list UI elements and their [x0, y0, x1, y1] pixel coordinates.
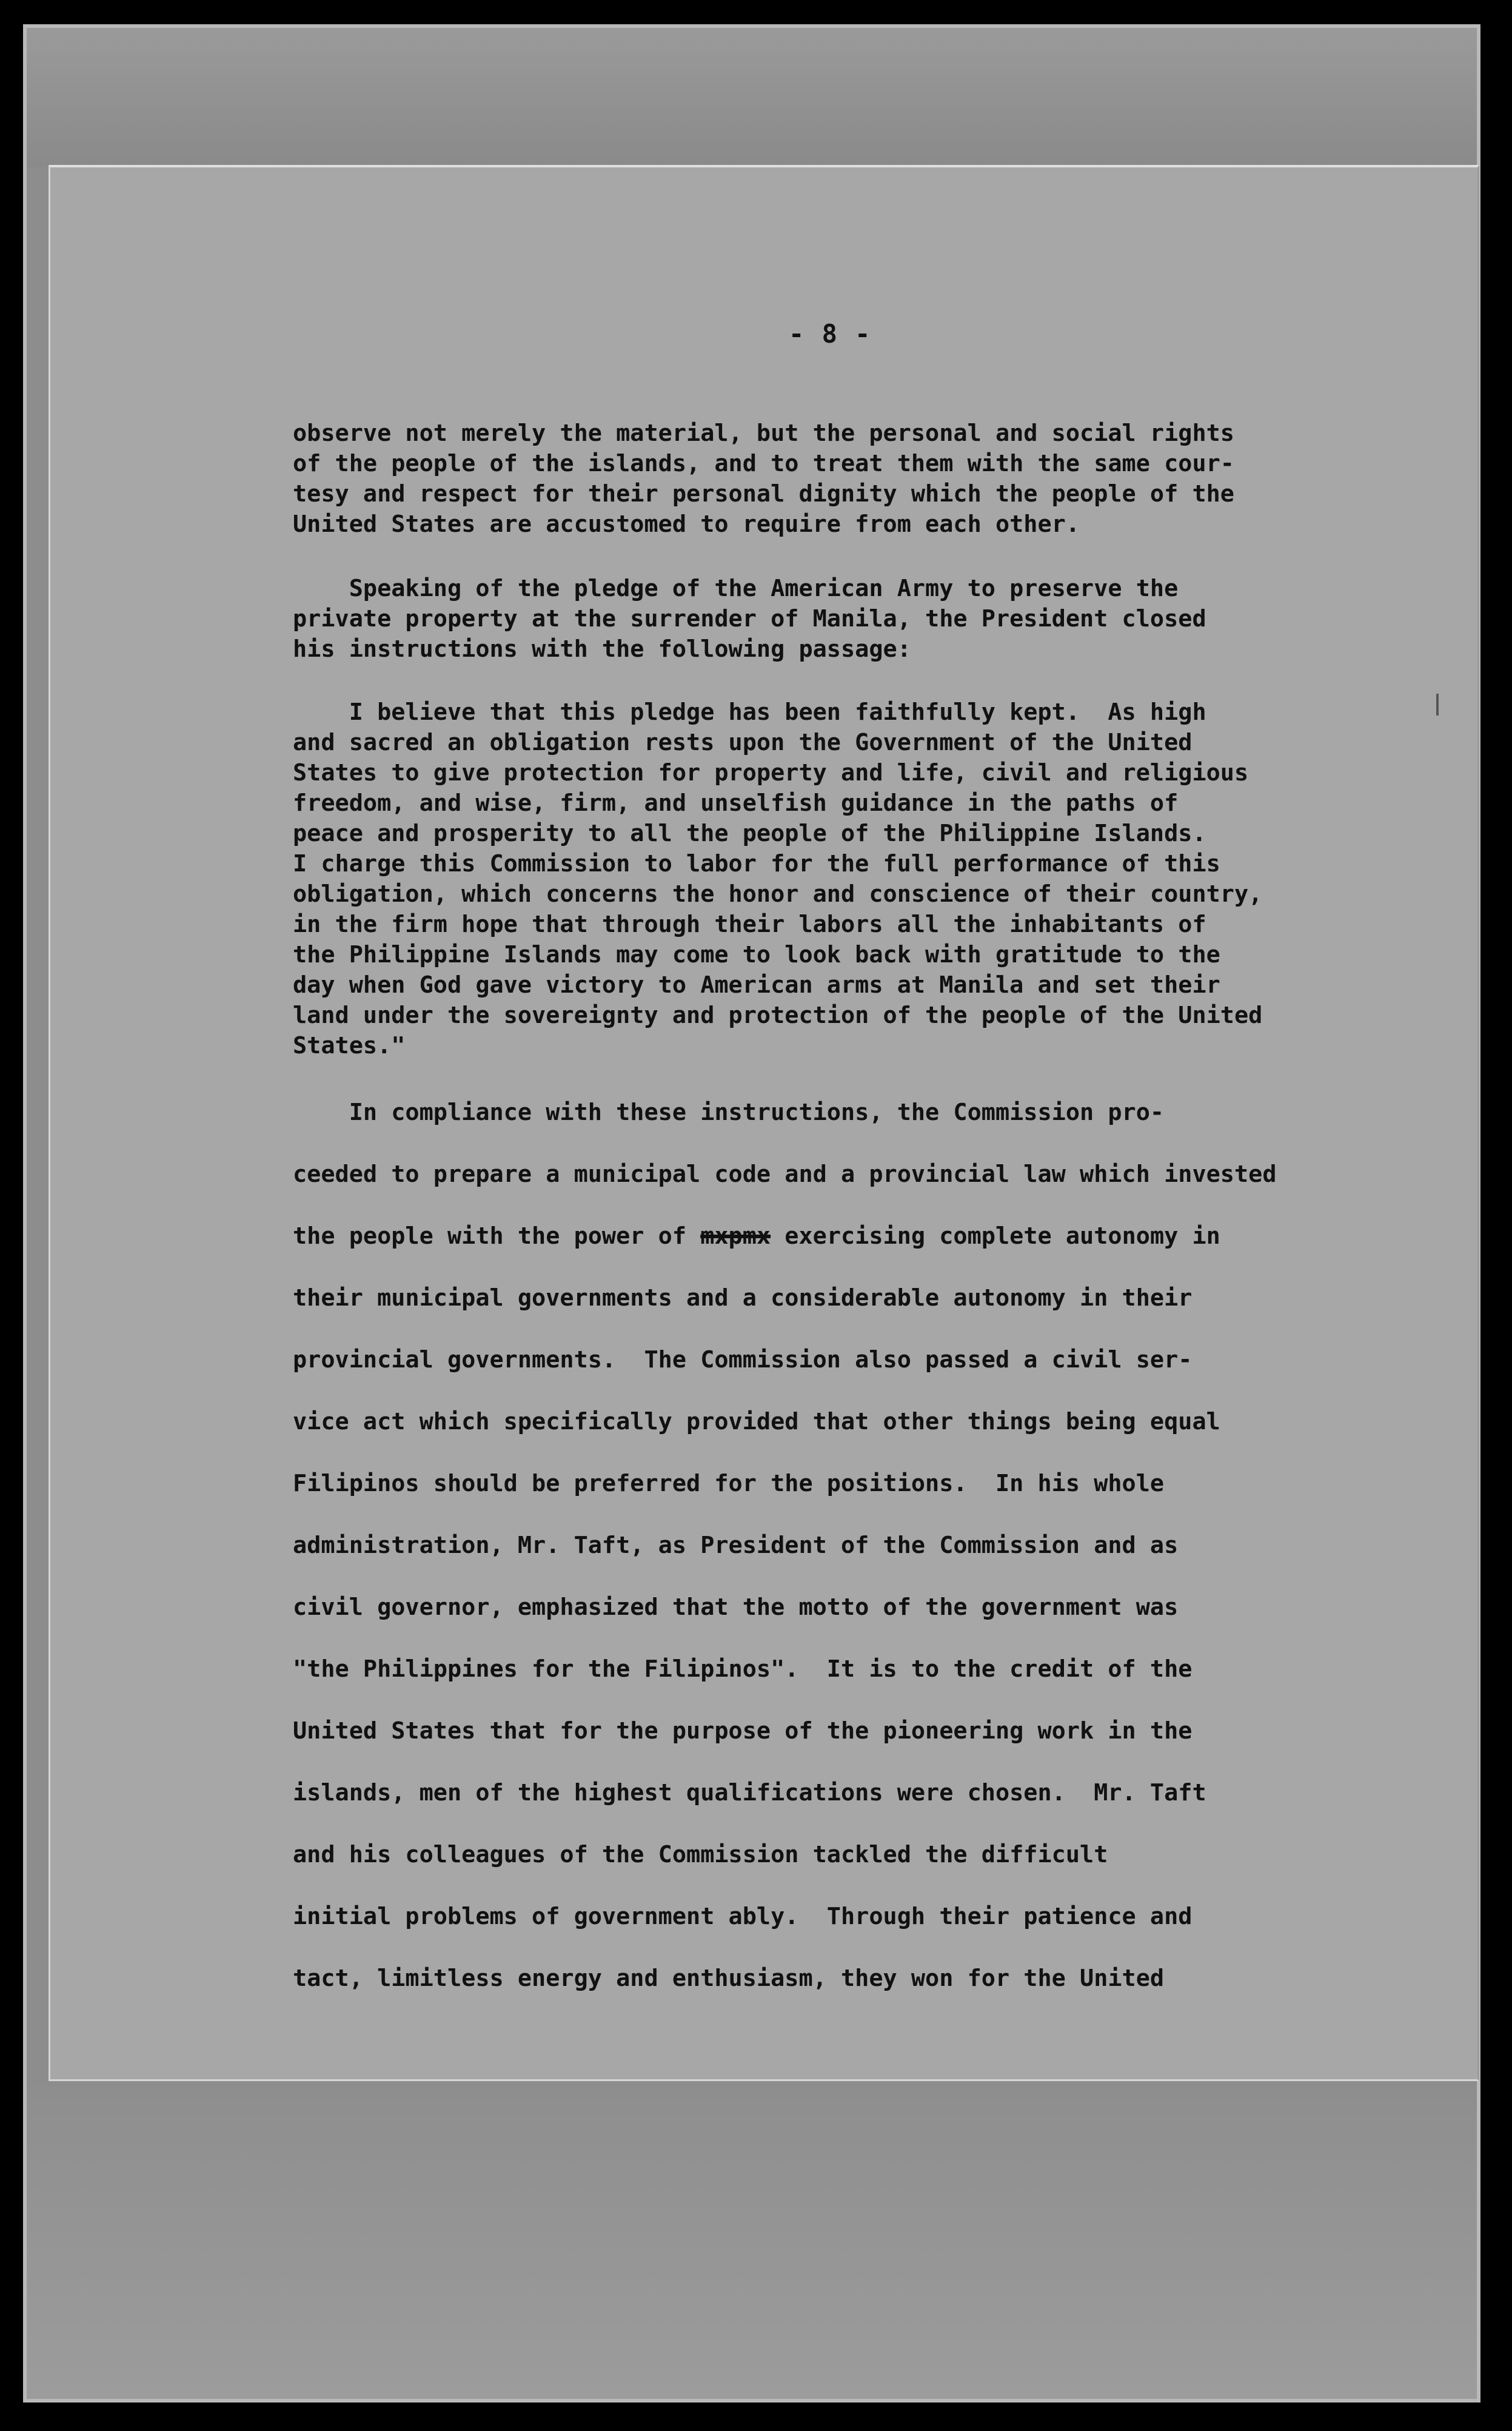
para3-line	[293, 1221, 1220, 1252]
para1-line: of the people of the islands, and to treat them with the same cour-	[293, 450, 1234, 477]
para3-text-after: exercising complete autonomy in	[771, 1222, 1220, 1250]
quote-line: peace and prosperity to all the people of the Philippine Islands.	[293, 820, 1206, 847]
quote-line: the Philippine Islands may come to look back with gratitude to the	[293, 941, 1220, 968]
quote-line: in the firm hope that through their labors all the inhabitants of	[293, 911, 1206, 938]
para1-line: observe not merely the material, but the personal and social rights	[293, 420, 1234, 447]
para3-line: their municipal governments and a considerable autonomy in their	[293, 1284, 1193, 1312]
para2-line: Speaking of the pledge of the American Army to preserve the	[293, 575, 1179, 602]
quote-line: States to give protection for property and life, civil and religious	[293, 759, 1249, 786]
document-page	[49, 165, 1479, 2081]
para3-line: United States that for the purpose of the pioneering work in the	[293, 1717, 1193, 1745]
quote-line: land under the sovereignty and protection of the people of the United	[293, 1002, 1263, 1029]
para3-text-before: the people with the power of	[293, 1222, 701, 1250]
para2-line: private property at the surrender of Manila, the President closed	[293, 605, 1206, 632]
pencil-mark	[1436, 694, 1439, 716]
quote-line: day when God gave victory to American arms at Manila and set their	[293, 971, 1220, 999]
quote-line: States."	[293, 1032, 406, 1059]
page-number: - 8 -	[789, 319, 872, 349]
quote-line: obligation, which concerns the honor and conscience of their country,	[293, 880, 1263, 908]
quote-line: I believe that this pledge has been faithfully kept. As high	[293, 699, 1206, 726]
quote-line: and sacred an obligation rests upon the Government of the United	[293, 729, 1193, 756]
backing-sheet-bottom	[27, 2086, 1477, 2399]
para3-line: ceeded to prepare a municipal code and a provincial law which invested	[293, 1161, 1277, 1188]
quote-line: freedom, and wise, firm, and unselfish guidance in the paths of	[293, 790, 1179, 817]
para3-line: civil governor, emphasized that the motto of the government was	[293, 1594, 1179, 1621]
para3-line: Filipinos should be preferred for the positions. In his whole	[293, 1470, 1165, 1497]
para1-line: tesy and respect for their personal dignity which the people of the	[293, 480, 1234, 508]
para3-line: and his colleagues of the Commission tackled the difficult	[293, 1841, 1108, 1868]
para3-line: In compliance with these instructions, the Commission pro-	[293, 1099, 1165, 1126]
para3-line: initial problems of government ably. Through their patience and	[293, 1903, 1193, 1930]
struck-typing: mxpmx	[700, 1222, 771, 1250]
para3-line: vice act which specifically provided that other things being equal	[293, 1408, 1220, 1435]
quote-line: I charge this Commission to labor for the full performance of this	[293, 850, 1220, 877]
para2-line: his instructions with the following passage:	[293, 635, 911, 663]
para3-line: tact, limitless energy and enthusiasm, they won for the United	[293, 1965, 1165, 1992]
para3-line: administration, Mr. Taft, as President of the Commission and as	[293, 1532, 1179, 1559]
para3-line: islands, men of the highest qualifications were chosen. Mr. Taft	[293, 1779, 1206, 1806]
para1-line: United States are accustomed to require from each other.	[293, 511, 1080, 538]
para3-line: provincial governments. The Commission also passed a civil ser-	[293, 1346, 1193, 1373]
backing-sheet-top	[27, 28, 1477, 167]
para3-line: "the Philippines for the Filipinos". It is to the credit of the	[293, 1655, 1193, 1683]
